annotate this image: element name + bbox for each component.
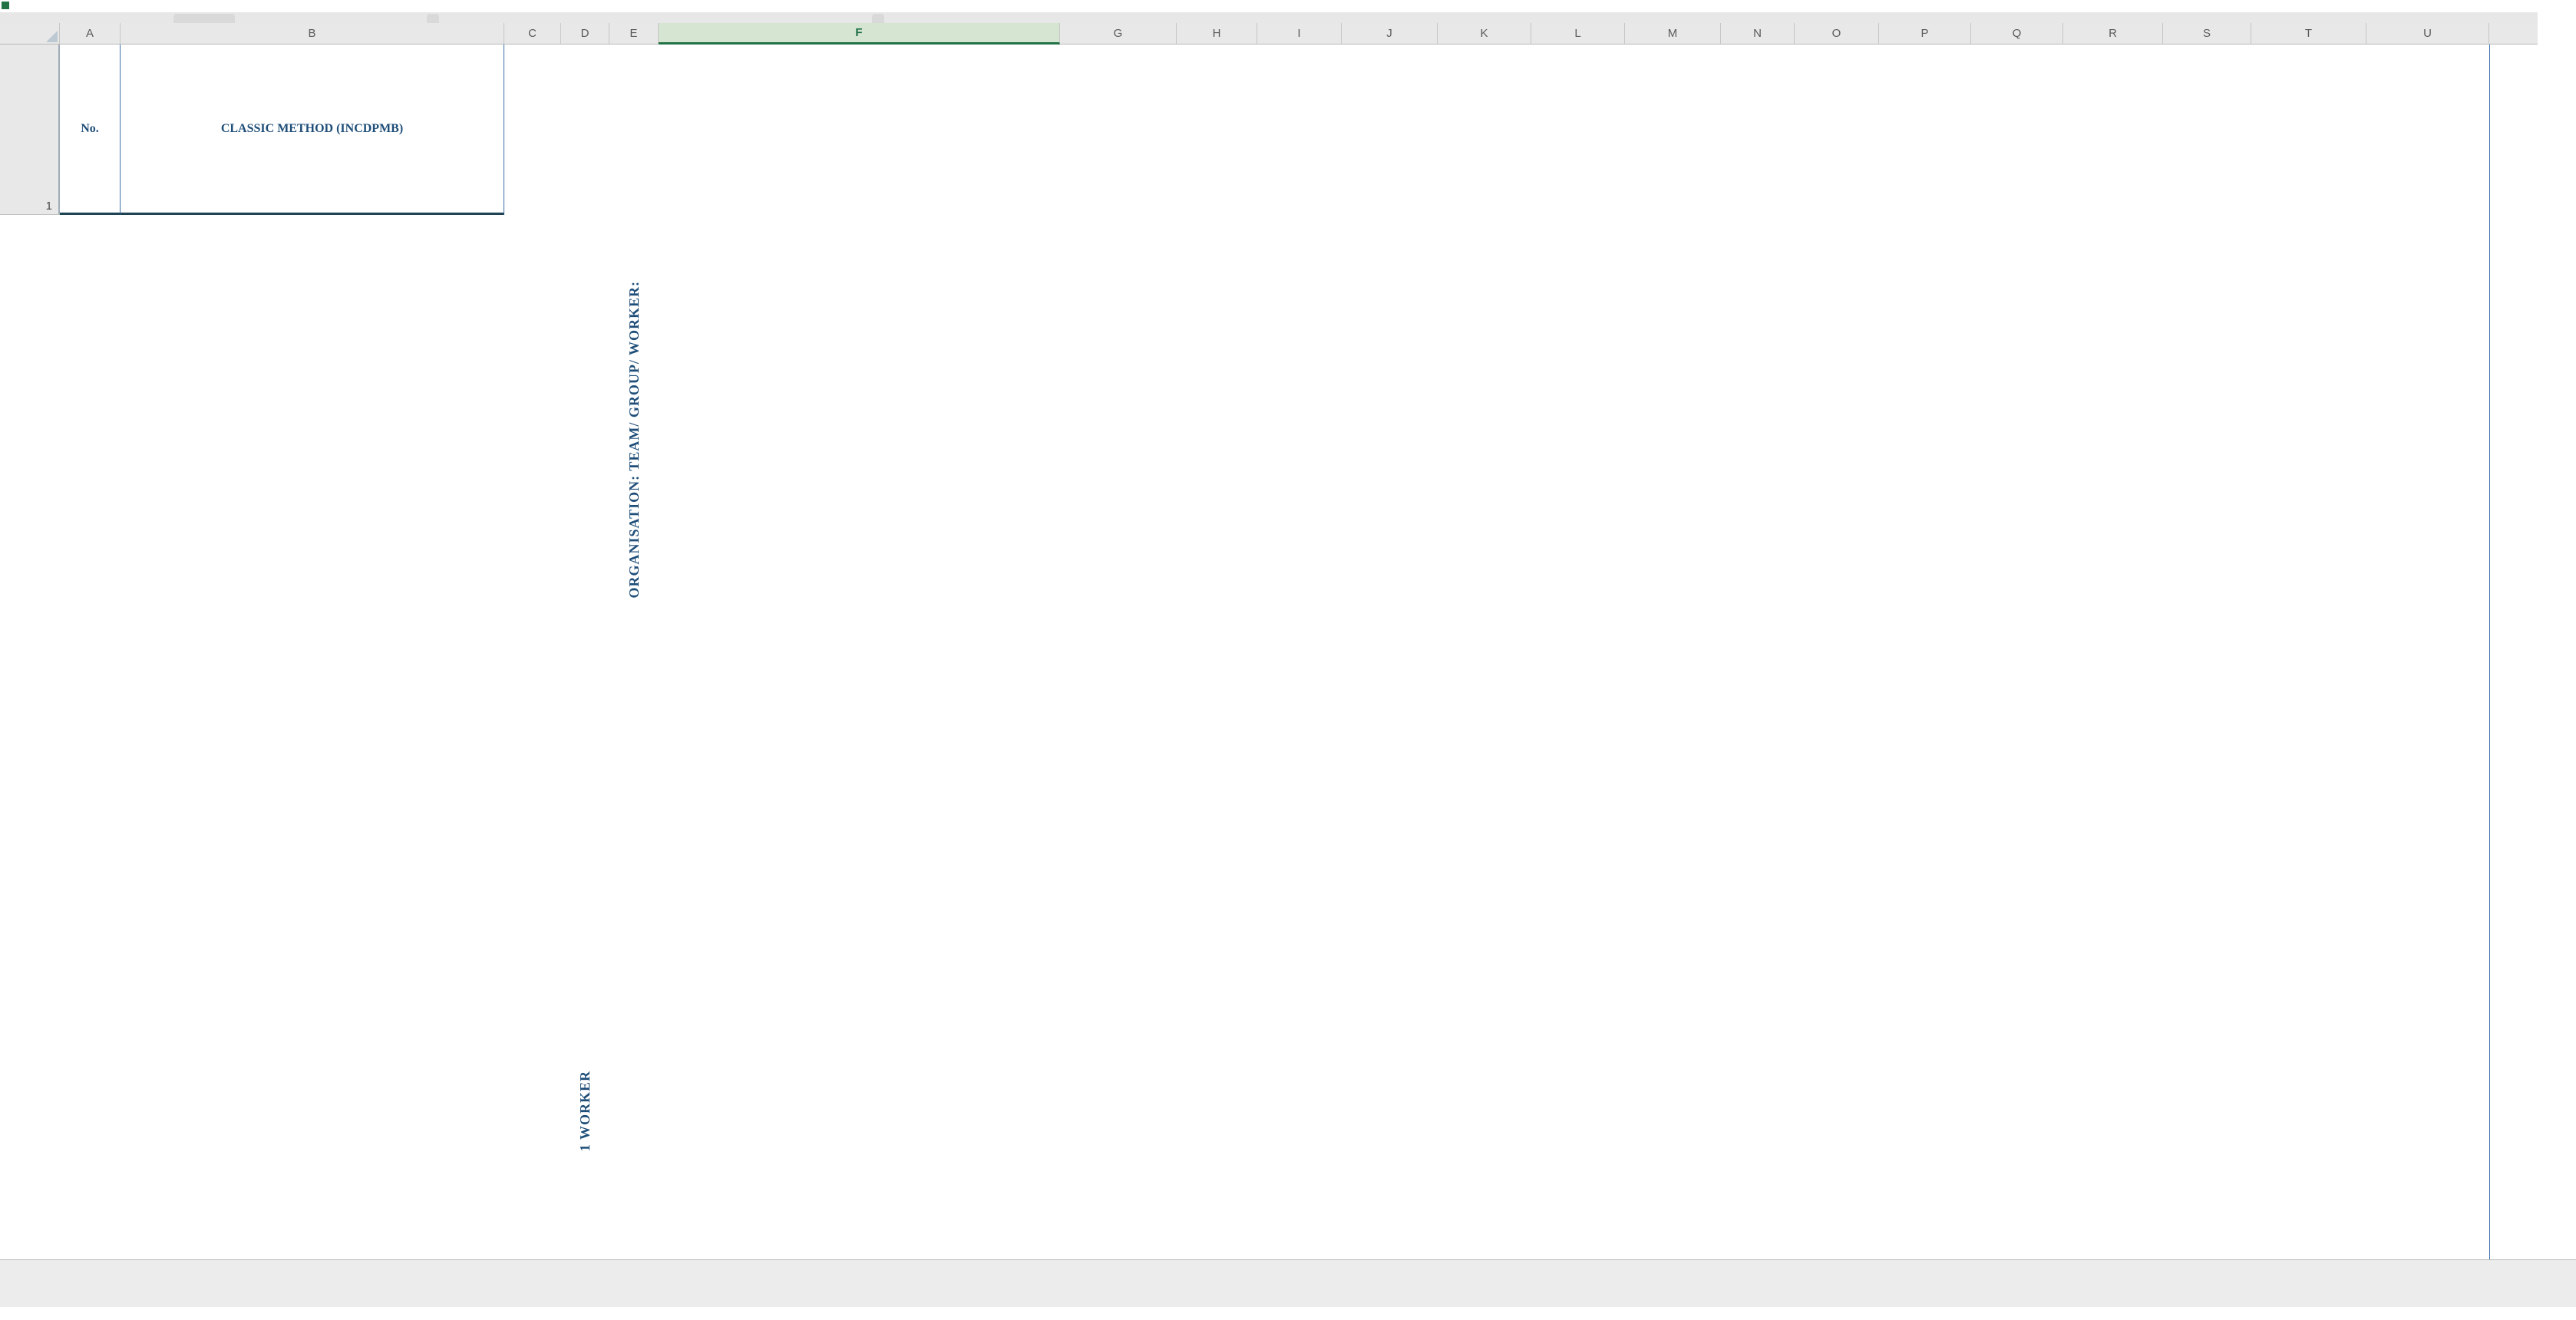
- cell-D-merged-worker-label[interactable]: 1 WORKER: [577, 1071, 593, 1152]
- col-header-T[interactable]: T: [2251, 23, 2366, 45]
- col-header-E[interactable]: E: [609, 23, 659, 45]
- col-header-K[interactable]: K: [1438, 23, 1531, 45]
- col-header-C[interactable]: C: [504, 23, 561, 45]
- col-header-M[interactable]: M: [1625, 23, 1721, 45]
- col-header-R[interactable]: R: [2063, 23, 2163, 45]
- window-top-strip: [0, 0, 2576, 12]
- col-header-B[interactable]: B: [121, 23, 504, 45]
- col-header-N[interactable]: N: [1721, 23, 1795, 45]
- col-header-J[interactable]: J: [1342, 23, 1438, 45]
- col-header-I[interactable]: I: [1257, 23, 1342, 45]
- col-header-P[interactable]: P: [1879, 23, 1971, 45]
- cell-E-merged-organisation-label[interactable]: ORGANISATION: TEAM/ GROUP/ WORKER:: [626, 281, 642, 599]
- select-all-corner[interactable]: [0, 23, 60, 45]
- col-header-S[interactable]: S: [2163, 23, 2251, 45]
- fill-handle[interactable]: [0, 0, 11, 11]
- header-cell-A[interactable]: No.: [60, 45, 121, 215]
- header-row: [0, 45, 2489, 215]
- col-header-D[interactable]: D: [561, 23, 609, 45]
- col-header-Q[interactable]: Q: [1971, 23, 2063, 45]
- col-header-U[interactable]: U: [2366, 23, 2489, 45]
- chrome-notch: [173, 14, 235, 23]
- column-letters-strip: [0, 23, 2538, 45]
- window-bottom-strip: [0, 1307, 2576, 1320]
- col-header-G[interactable]: G: [1060, 23, 1177, 45]
- grid-right-empty: [2489, 45, 2576, 1259]
- window-chrome-band: [0, 12, 2538, 23]
- col-header-H[interactable]: H: [1177, 23, 1257, 45]
- chrome-notch: [872, 14, 884, 23]
- col-header-F[interactable]: F: [659, 23, 1060, 45]
- chrome-notch: [427, 14, 439, 23]
- col-header-L[interactable]: L: [1531, 23, 1625, 45]
- spreadsheet-grid: [0, 45, 2489, 215]
- col-header-O[interactable]: O: [1795, 23, 1879, 45]
- col-header-filler: [2489, 23, 2538, 45]
- col-header-A[interactable]: A: [60, 23, 121, 45]
- row-header-1[interactable]: 1: [0, 45, 60, 215]
- sheet-tab-bar: [0, 1259, 2576, 1308]
- header-cell-B[interactable]: CLASSIC METHOD (INCDPMB): [121, 45, 504, 215]
